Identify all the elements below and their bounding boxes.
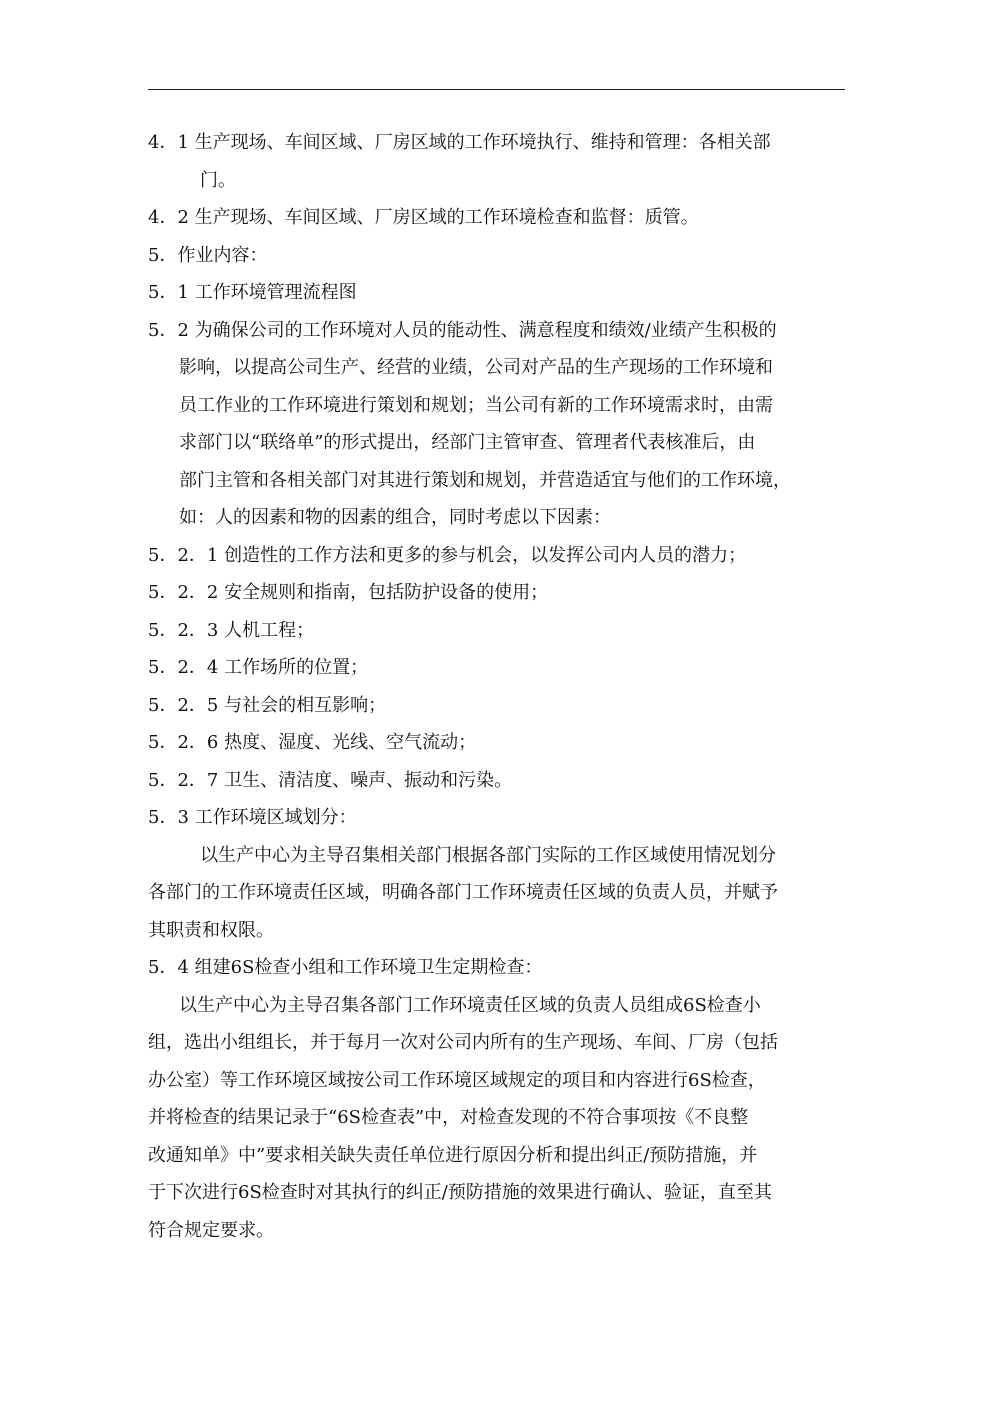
text-line: 5．4 组建6S检查小组和工作环境卫生定期检查： [148, 957, 543, 978]
text-line: 以生产中心为主导召集相关部门根据各部门实际的工作区域使用情况划分 [200, 844, 776, 866]
text-line: 4．1 生产现场、车间区域、厂房区域的工作环境执行、维持和管理：各相关部 [148, 132, 771, 153]
text-line: 其职责和权限。 [148, 919, 274, 941]
text-line: 以生产中心为主导召集各部门工作环境责任区域的负责人员组成6S检查小 [179, 994, 761, 1016]
text-line: 改通知单》中”要求相关缺失责任单位进行原因分析和提出纠正/预防措施，并 [148, 1144, 758, 1166]
text-line: 并将检查的结果记录于“6S检查表”中，对检查发现的不符合事项按《不良整 [148, 1107, 749, 1128]
text-line: 5．2．2 安全规则和指南，包括防护设备的使用； [148, 582, 549, 603]
document-body [148, 124, 848, 1249]
text-line: 5．2．1 创造性的工作方法和更多的参与机会，以发挥公司内人员的潜力； [148, 544, 747, 566]
text-line: 5．2．5 与社会的相互影响； [148, 694, 387, 716]
text-line: 求部门以“联络单”的形式提出，经部门主管审查、管理者代表核准后，由 [179, 432, 756, 453]
text-line: 符合规定要求。 [148, 1219, 274, 1241]
text-line: 各部门的工作环境责任区域，明确各部门工作环境责任区域的负责人员，并赋予 [148, 882, 778, 903]
header-rule [148, 89, 845, 90]
text-line: 5．2．6 热度、湿度、光线、空气流动； [148, 732, 477, 753]
text-line: 办公室）等工作环境区域按公司工作环境区域规定的项目和内容进行6S检查， [148, 1069, 766, 1091]
text-line: 员工作业的工作环境进行策划和规划；当公司有新的工作环境需求时，由需 [179, 394, 773, 416]
section-heading: 5．作业内容： [148, 244, 268, 266]
text-line: 部门主管和各相关部门对其进行策划和规划，并营造适宜与他们的工作环境， [179, 469, 791, 491]
text-line: 4．2 生产现场、车间区域、厂房区域的工作环境检查和监督：质管。 [148, 207, 699, 228]
text-line: 5．2 为确保公司的工作环境对人员的能动性、满意程度和绩效/业绩产生积极的 [148, 319, 777, 341]
text-line: 5．2．3 人机工程； [148, 619, 315, 641]
text-line: 门。 [200, 169, 236, 191]
text-line: 5．2．7 卫生、清洁度、噪声、振动和污染。 [148, 769, 513, 791]
text-line: 于下次进行6S检查时对其执行的纠正/预防措施的效果进行确认、验证，直至其 [148, 1182, 772, 1203]
text-line: 影响，以提高公司生产、经营的业绩，公司对产品的生产现场的工作环境和 [179, 357, 773, 378]
text-line: 组，选出小组组长，并于每月一次对公司内所有的生产现场、车间、厂房（包括 [148, 1032, 778, 1053]
text-line: 5．1 工作环境管理流程图 [148, 282, 357, 303]
text-line: 5．2．4 工作场所的位置； [148, 657, 369, 678]
text-line: 如：人的因素和物的因素的组合，同时考虑以下因素： [179, 507, 611, 528]
text-line: 5．3 工作环境区域划分： [148, 807, 357, 828]
